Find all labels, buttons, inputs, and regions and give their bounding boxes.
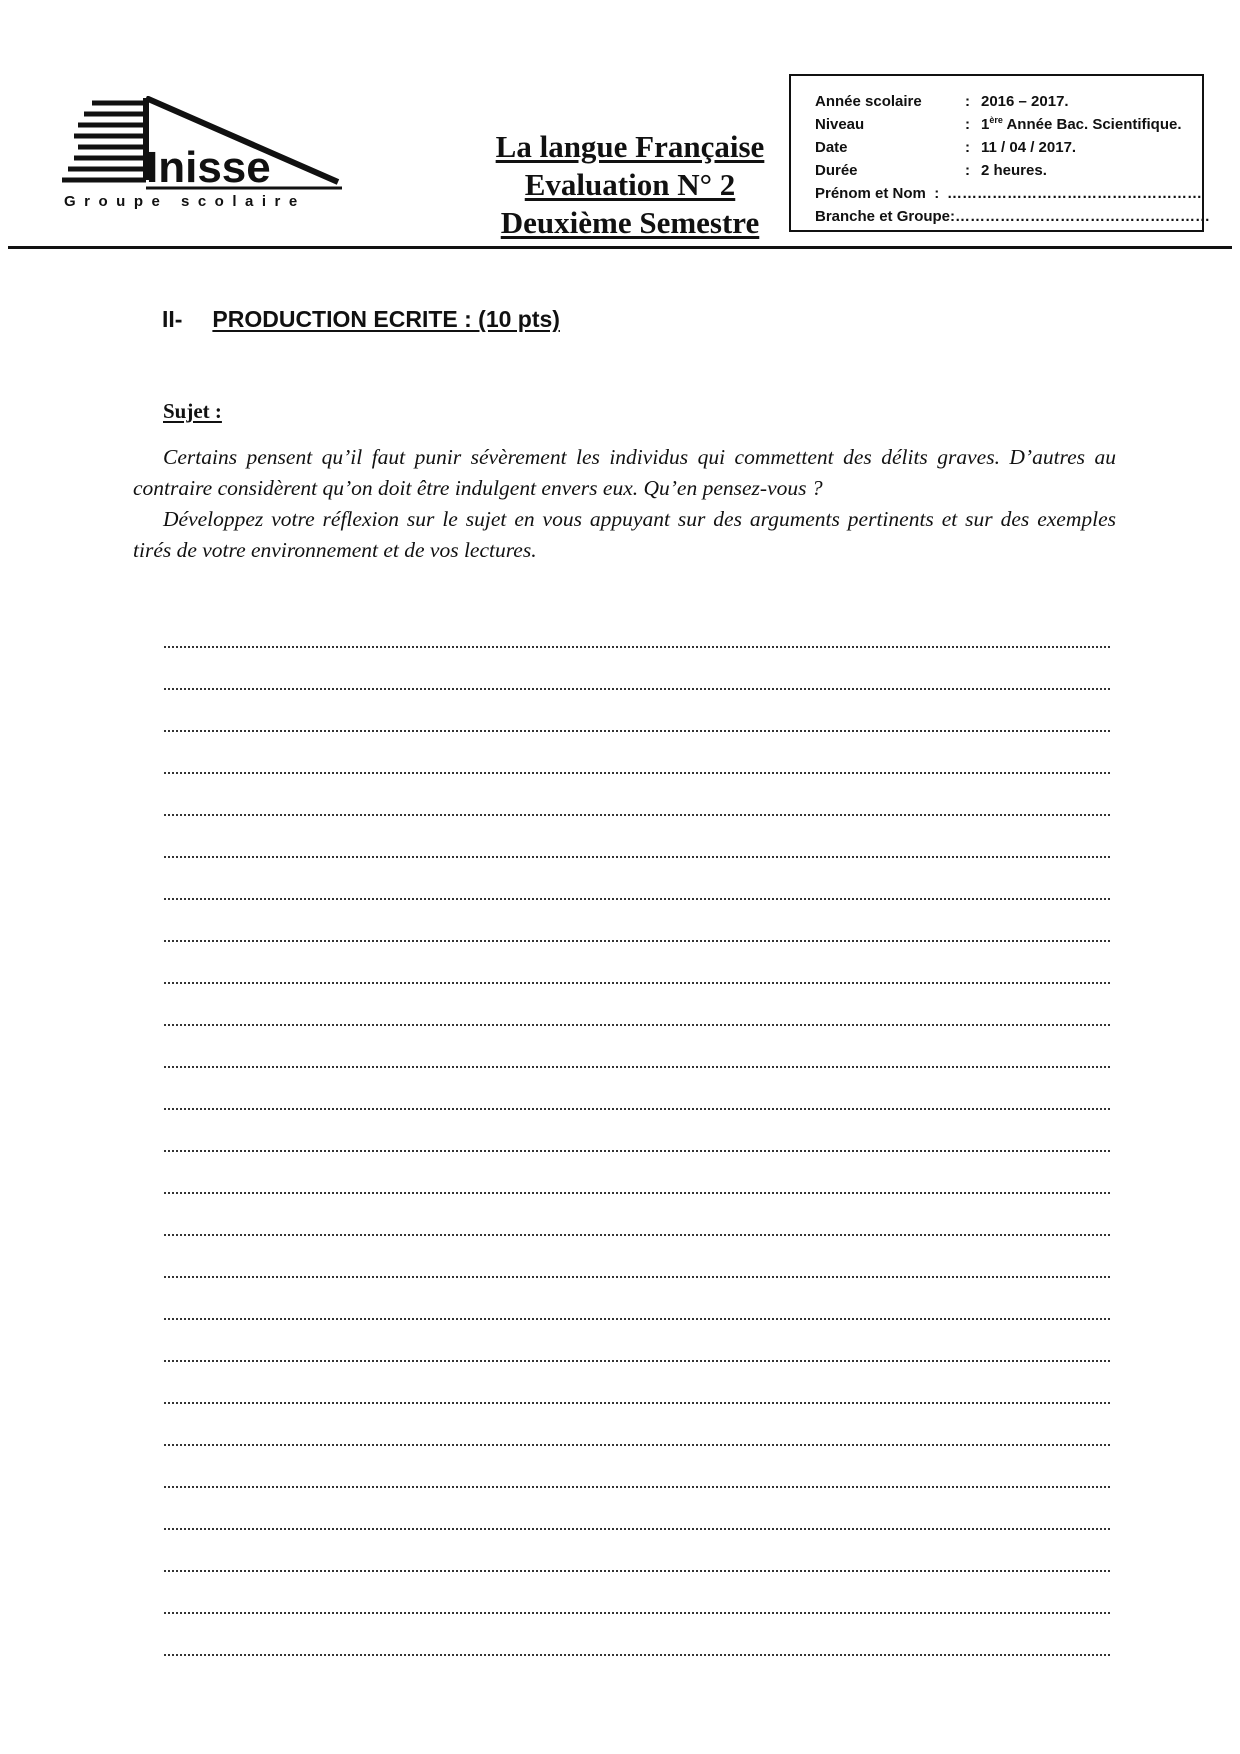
info-row-group — [815, 205, 1211, 228]
answer-line[interactable] — [164, 1320, 1110, 1362]
info-separator: : — [965, 116, 970, 133]
info-separator: : — [965, 139, 970, 156]
section-number: II- — [162, 306, 183, 332]
header-divider — [8, 246, 1232, 249]
group-fill-field[interactable]: …………………………………………… — [955, 208, 1211, 225]
section-title: PRODUCTION ECRITE : (10 pts) — [212, 306, 560, 332]
info-separator: : — [965, 162, 970, 179]
info-row-level — [815, 113, 1202, 136]
title-line-evaluation: Evaluation N° 2 — [524, 167, 736, 202]
answer-line[interactable] — [164, 1194, 1110, 1236]
title-line-subject: La langue Française — [495, 129, 765, 164]
answer-line[interactable] — [164, 1614, 1110, 1656]
info-value: 11 / 04 / 2017. — [981, 139, 1077, 156]
info-label: Prénom et Nom — [815, 185, 926, 202]
info-separator: : — [965, 93, 970, 110]
info-label: Date — [815, 139, 848, 156]
answer-line[interactable] — [164, 606, 1110, 648]
student-info-box — [789, 74, 1211, 232]
answer-line[interactable] — [164, 1404, 1110, 1446]
answer-line[interactable] — [164, 1446, 1110, 1488]
answer-line[interactable] — [164, 1278, 1110, 1320]
info-value — [981, 113, 1182, 136]
prompt-paragraph: Certains pensent qu’il faut punir sévèrement les individus qui commettent des délits graves. D’autres au contraire considèrent qu’on doit être indulgent envers eux. Qu’en pensez-vous ? — [133, 445, 1116, 500]
answer-line[interactable] — [164, 1488, 1110, 1530]
prompt-paragraph: Développez votre réflexion sur le sujet en vous appuyant sur des arguments pertinents et sur des exemples tirés de votre environnement et de vos lectures. — [133, 507, 1116, 562]
answer-line[interactable] — [164, 1026, 1110, 1068]
name-fill-field[interactable]: …………………………………………… — [947, 185, 1202, 202]
document-title — [445, 128, 815, 242]
answer-line[interactable] — [164, 1572, 1110, 1614]
level-superscript: ère — [989, 115, 1003, 125]
answer-line[interactable] — [164, 1236, 1110, 1278]
answer-area[interactable] — [164, 606, 1110, 1656]
answer-line[interactable] — [164, 942, 1110, 984]
info-label: Niveau — [815, 116, 865, 133]
answer-line[interactable] — [164, 690, 1110, 732]
section-heading — [162, 306, 560, 333]
info-row-duration — [815, 159, 1202, 182]
school-logo — [62, 96, 352, 214]
answer-line[interactable] — [164, 1152, 1110, 1194]
info-label: Durée — [815, 162, 858, 179]
answer-line[interactable] — [164, 1530, 1110, 1572]
answer-line[interactable] — [164, 858, 1110, 900]
essay-prompt — [133, 442, 1116, 566]
answer-line[interactable] — [164, 732, 1110, 774]
info-label: Année scolaire — [815, 93, 922, 110]
answer-line[interactable] — [164, 984, 1110, 1026]
info-row-name — [815, 182, 1202, 205]
info-label: Branche et Groupe — [815, 208, 951, 225]
answer-line[interactable] — [164, 648, 1110, 690]
info-row-school-year — [815, 90, 1202, 113]
sujet-label: Sujet : — [163, 399, 222, 423]
level-number: 1 — [981, 116, 990, 133]
level-text: Année Bac. Scientifique. — [1002, 116, 1182, 133]
info-row-date — [815, 136, 1202, 159]
answer-line[interactable] — [164, 774, 1110, 816]
answer-line[interactable] — [164, 816, 1110, 858]
answer-line[interactable] — [164, 1110, 1110, 1152]
answer-line[interactable] — [164, 1362, 1110, 1404]
logo-subtitle: Groupe scolaire — [64, 193, 306, 210]
info-separator: : — [950, 208, 956, 225]
logo-brand: Inisse — [146, 143, 271, 192]
info-separator: : — [934, 185, 940, 202]
answer-line[interactable] — [164, 1068, 1110, 1110]
answer-line[interactable] — [164, 900, 1110, 942]
info-value: 2016 – 2017. — [981, 93, 1069, 110]
info-value: 2 heures. — [981, 162, 1047, 179]
title-line-semester: Deuxième Semestre — [500, 205, 760, 240]
